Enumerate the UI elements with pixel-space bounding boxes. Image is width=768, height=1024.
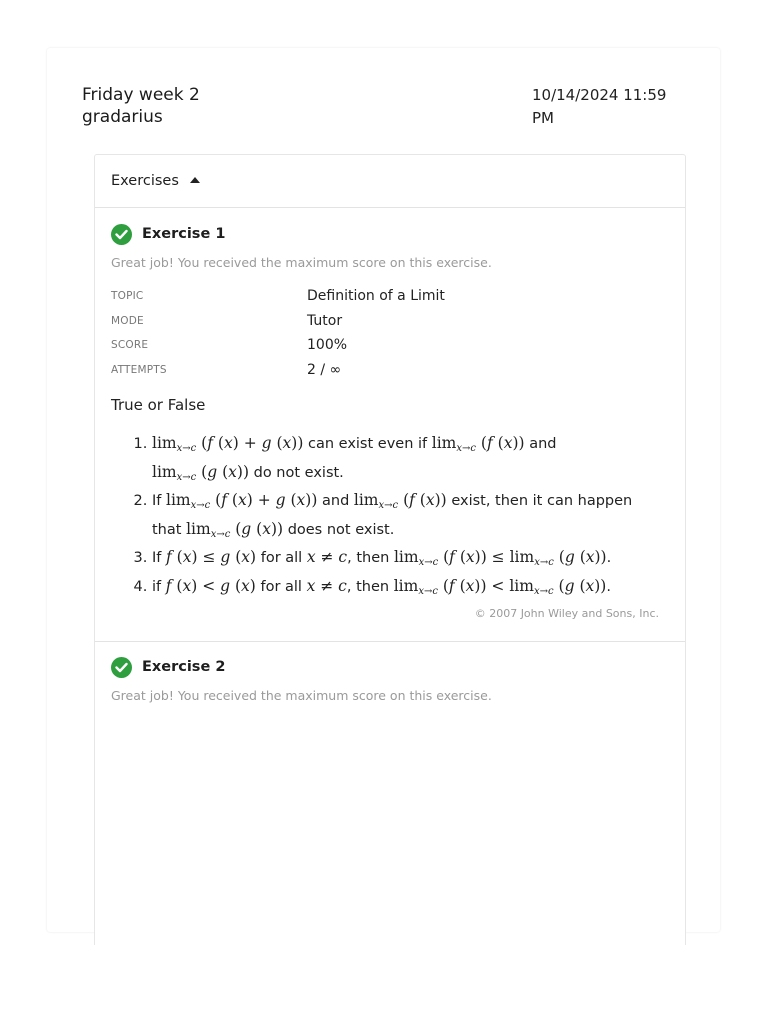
title-line-2: gradarius bbox=[82, 107, 163, 127]
meta-value: 100% bbox=[307, 337, 348, 354]
assignment-card bbox=[47, 48, 720, 932]
title-line-1: Friday week 2 bbox=[82, 85, 200, 105]
exercises-panel bbox=[94, 154, 686, 945]
meta-value: 2 / ∞ bbox=[307, 361, 342, 378]
exercise-2 bbox=[111, 655, 492, 703]
text-fragment: exist, then it can happen bbox=[451, 493, 633, 509]
meta-value: Definition of a Limit bbox=[307, 288, 445, 305]
statement-2: 2. If $\lim_{x\to c} (f$ (x) + g (x)) and $\lim_{x\to c} (f$ (x)) exist, then it can happen that $\lim_{x\to c} (g$ (x)) does not exist. bbox=[152, 489, 685, 546]
exercises-label: Exercises bbox=[111, 173, 179, 189]
statement-1: 1. $\lim_{x\to c} (f$ (x) + g (x)) can exist even if $\lim_{x\to c} (f$ (x)) and $\lim_{x\to c} (g$ (x)) do not exist. bbox=[152, 432, 685, 489]
meta-row-score bbox=[111, 333, 685, 358]
check-circle-icon bbox=[111, 657, 132, 678]
meta-key: TOPIC bbox=[111, 290, 144, 303]
caret-up-icon[interactable] bbox=[190, 177, 200, 183]
text-fragment: if bbox=[152, 578, 162, 595]
text-fragment: and bbox=[529, 436, 557, 452]
text-fragment: If bbox=[152, 493, 162, 509]
exercise-1-message: Great job! You received the maximum score on this exercise. bbox=[111, 255, 492, 270]
text-fragment: for all bbox=[260, 578, 302, 595]
text-fragment: do not exist. bbox=[253, 464, 344, 481]
exercise-2-header[interactable] bbox=[111, 655, 492, 679]
text-fragment: If bbox=[152, 550, 162, 566]
meta-row-attempts bbox=[111, 358, 685, 383]
text-fragment: , then bbox=[346, 578, 390, 595]
statement-3: 3. If f (x) ≤ g (x) for all x ≠ c, then $\lim_{x\to c} (f$ $(x)) \le \lim_{x\to c} (g$ (x)). bbox=[152, 546, 685, 575]
text-fragment: does not exist. bbox=[287, 521, 395, 538]
copyright-credit: © 2007 John Wiley and Sons, Inc. bbox=[474, 607, 659, 620]
assignment-title bbox=[82, 84, 200, 128]
divider bbox=[95, 641, 685, 642]
check-circle-icon bbox=[111, 224, 132, 245]
exercise-1-meta bbox=[111, 284, 685, 382]
exercise-1-title: Exercise 1 bbox=[142, 226, 226, 242]
statement-list bbox=[111, 432, 685, 603]
text-fragment: can exist even if bbox=[308, 436, 428, 452]
exercise-prompt: True or False bbox=[111, 396, 206, 414]
meta-row-topic bbox=[111, 284, 685, 309]
text-fragment: that bbox=[152, 521, 182, 538]
exercises-header[interactable] bbox=[95, 155, 685, 208]
exercise-2-title: Exercise 2 bbox=[142, 659, 226, 675]
statement-4: 4. if f (x) < g (x) for all x ≠ c, then $\lim_{x\to c} (f$ $(x)) < \lim_{x\to c} (g$ (x)). bbox=[152, 575, 685, 604]
meta-row-mode bbox=[111, 309, 685, 334]
due-date: 10/14/2024 11:59 PM bbox=[532, 86, 667, 127]
meta-key: SCORE bbox=[111, 339, 149, 352]
text-fragment: for all bbox=[260, 550, 303, 566]
exercise-2-message: Great job! You received the maximum score on this exercise. bbox=[111, 688, 492, 703]
text-fragment: and bbox=[322, 493, 350, 509]
exercise-1-header[interactable] bbox=[111, 222, 685, 246]
meta-key: ATTEMPTS bbox=[111, 363, 167, 376]
meta-key: MODE bbox=[111, 314, 144, 327]
exercise-1 bbox=[95, 208, 685, 603]
text-fragment: , then bbox=[347, 550, 390, 566]
meta-value: Tutor bbox=[307, 312, 343, 329]
